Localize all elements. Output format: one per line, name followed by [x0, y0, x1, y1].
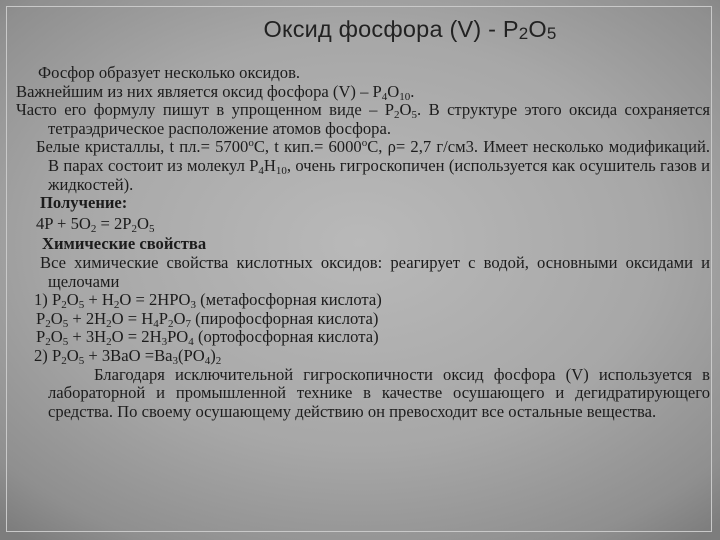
text-paragraph-hygroscopic: Благодаря исключительной гигроскопичности оксид фосфора (V) используется в лабораторной и промышленной технике в качестве осушающего и дегидратирующего средства. По своему осушающему действию он превосходит все остальные вещества. — [48, 364, 710, 421]
text-paragraph-properties: Белые кристаллы, t $пл.= 5700^оС$, t $кип.= 6000^оС$, ρ= 2,7 г/см3. Имеет несколько модификаций. В парах состоит из молекул $P_4H_{10}$, очень гигроскопичен (используется как осушитель газов и жидкостей). — [36, 137, 710, 194]
equation-preparation: $4P + 5O_2 = 2P_2O_5$ — [36, 213, 155, 235]
text-paragraph-acid-oxide: Все химические свойства кислотных оксидов: реагирует с водой, основными оксидами и щелочами — [40, 252, 710, 291]
heading-chemical-properties: Химические свойства — [42, 234, 207, 254]
slide-body — [16, 64, 710, 421]
reaction-orthophosphoric: $P_2O_5 + 3H_2O = 2H_3PO_4$ (ортофосфорная кислота) — [36, 327, 379, 349]
text-line-oxides: Фосфор образует несколько оксидов. — [38, 63, 301, 82]
heading-preparation: Получение: — [40, 193, 128, 213]
text-line-important-oxide: Важнейшим из них является оксид фосфора $(V) - P_4O_{10}$. — [16, 81, 415, 103]
reaction-barium-phosphate: 2) $P_2O_5 + 3BaO =Ba_3(PO_4)_2$ — [34, 345, 222, 367]
reaction-pyrophosphoric: $P_2O_5 + 2H_2O = H_4P_2O_7$ (пирофосфорная кислота) — [36, 308, 379, 330]
slide-title: Оксид фосфора $(V) - P_2O_5$ — [263, 16, 557, 43]
reaction-metaphosphoric: 1) $P_2O_5 + H_2O = 2HPO_3$ (метафосфорная кислота) — [34, 290, 382, 312]
text-paragraph-formula: Часто его формулу пишут в упрощенном виде – $P_2O_5$. В структуре этого оксида сохраняется тетраэдрическое расположение атомов фосфора. — [16, 100, 710, 138]
